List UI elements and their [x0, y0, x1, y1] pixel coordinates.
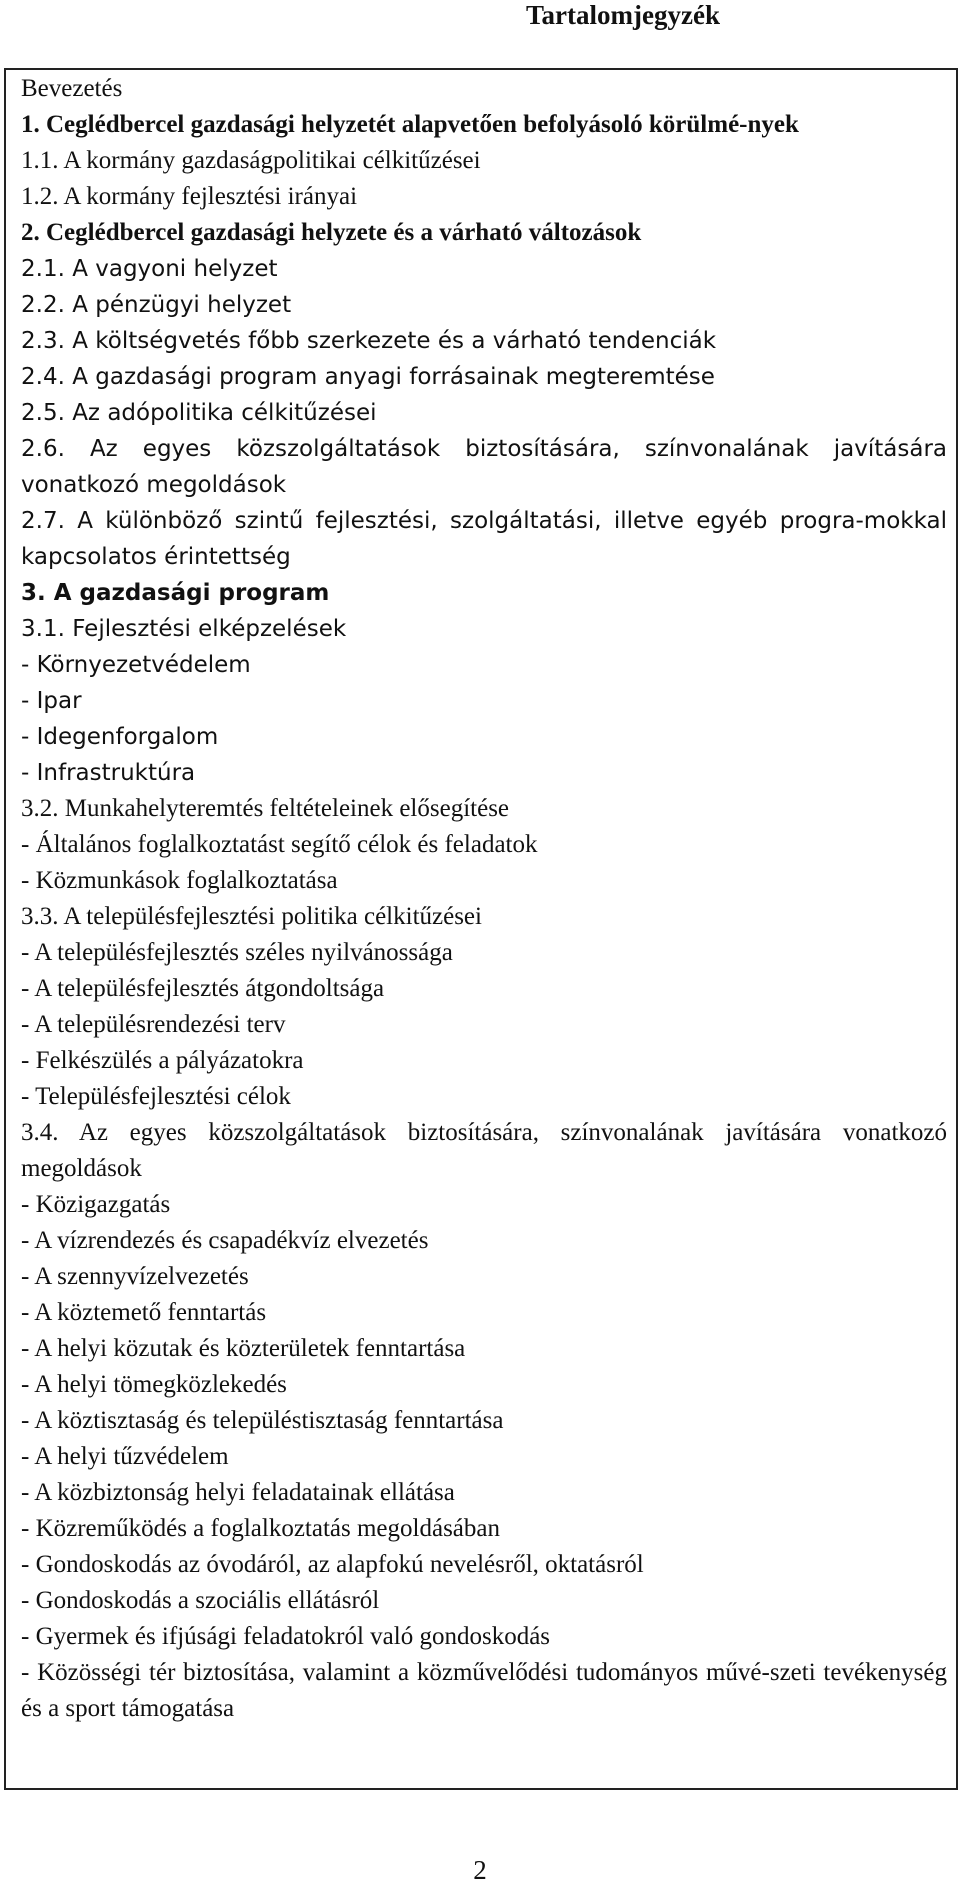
toc-entry: 3. A gazdasági program: [21, 580, 330, 606]
toc-entry: 2.5. Az adópolitika célkitűzései: [21, 400, 377, 426]
toc-entry: 2.7. A különböző szintű fejlesztési, szolgáltatási, illetve egyéb progra-mokkal kapcsolatos érintettség: [21, 508, 947, 570]
table-of-contents: [4, 68, 958, 1790]
toc-entry: 3.1. Fejlesztési elképzelések: [21, 616, 347, 642]
toc-entry: 1.1. A kormány gazdaságpolitikai célkitűzései: [21, 147, 481, 174]
toc-entry: - Közösségi tér biztosítása, valamint a közművelődési tudományos művé-szeti tevékenység és a sport támogatása: [21, 1659, 947, 1722]
toc-entry: - Gyermek és ifjúsági feladatokról való gondoskodás: [21, 1623, 551, 1650]
toc-entry: 2.4. A gazdasági program anyagi forrásainak megteremtése: [21, 364, 715, 390]
toc-entry: - Környezetvédelem: [21, 652, 251, 678]
toc-entry: - A köztemető fenntartás: [21, 1299, 267, 1326]
toc-entry: - A helyi tűzvédelem: [21, 1443, 229, 1470]
toc-entry: - Általános foglalkoztatást segítő célok és feladatok: [21, 831, 538, 858]
toc-entry: 3.3. A településfejlesztési politika célkitűzései: [21, 903, 482, 930]
toc-entry: - A helyi közutak és közterületek fenntartása: [21, 1335, 466, 1362]
toc-entry: - A településrendezési terv: [21, 1011, 286, 1038]
page-number: 2: [473, 1855, 487, 1885]
toc-entry: - Gondoskodás a szociális ellátásról: [21, 1587, 380, 1614]
toc-entry: - Gondoskodás az óvodáról, az alapfokú nevelésről, oktatásról: [21, 1551, 644, 1578]
toc-entry: - A helyi tömegközlekedés: [21, 1371, 287, 1398]
toc-entry: 1.2. A kormány fejlesztési irányai: [21, 183, 358, 210]
toc-entry: - A köztisztaság és településtisztaság fenntartása: [21, 1407, 504, 1434]
toc-entry: - A településfejlesztés átgondoltsága: [21, 975, 385, 1002]
toc-entry: - Felkészülés a pályázatokra: [21, 1047, 304, 1074]
toc-entry: 3.2. Munkahelyteremtés feltételeinek elősegítése: [21, 795, 510, 822]
toc-entry: - Idegenforgalom: [21, 724, 219, 750]
toc-entry: - A vízrendezés és csapadékvíz elvezetés: [21, 1227, 429, 1254]
toc-entry: - Közmunkások foglalkoztatása: [21, 867, 338, 894]
toc-entry: 2.6. Az egyes közszolgáltatások biztosítására, színvonalának javítására vonatkozó megoldások: [21, 436, 947, 498]
page-title: Tartalomjegyzék: [526, 0, 720, 30]
toc-entry: - Ipar: [21, 688, 82, 714]
toc-entry: 3.4. Az egyes közszolgáltatások biztosítására, színvonalának javítására vonatkozó megoldások: [21, 1119, 947, 1182]
toc-entry: 2.1. A vagyoni helyzet: [21, 256, 278, 282]
toc-entry: - Infrastruktúra: [21, 760, 196, 786]
toc-entry: - Településfejlesztési célok: [21, 1083, 291, 1110]
toc-entry: Bevezetés: [21, 75, 123, 102]
toc-entry: - A közbiztonság helyi feladatainak ellátása: [21, 1479, 455, 1506]
toc-entry: 2.2. A pénzügyi helyzet: [21, 292, 292, 318]
toc-entry: 2.3. A költségvetés főbb szerkezete és a várható tendenciák: [21, 328, 717, 354]
toc-entry: 1. Ceglédbercel gazdasági helyzetét alapvetően befolyásoló körülmé-nyek: [21, 111, 799, 138]
toc-entry: - A szennyvízelvezetés: [21, 1263, 249, 1290]
toc-entry: - Közreműködés a foglalkoztatás megoldásában: [21, 1515, 500, 1542]
toc-entry: - Közigazgatás: [21, 1191, 171, 1218]
toc-entry: 2. Ceglédbercel gazdasági helyzete és a várható változások: [21, 219, 642, 246]
toc-entry: - A településfejlesztés széles nyilvánossága: [21, 939, 453, 966]
